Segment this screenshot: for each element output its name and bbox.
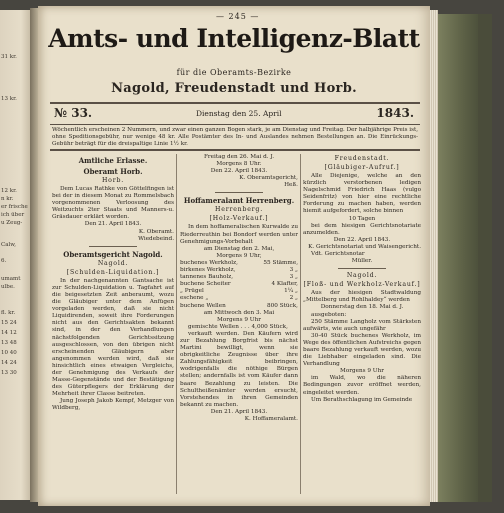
article-signature: K. Gerichtsnotariat und Waisengericht. [308, 243, 421, 250]
article-subtitle: [Gläubiger-Aufruf.] [324, 164, 400, 171]
article-date: am Dienstag den 2. Mai, [203, 245, 275, 252]
left-fragment: 13 kr. [1, 96, 17, 102]
article-title: Oberamtsgericht Nagold. [63, 249, 163, 259]
column-divider [176, 154, 177, 494]
left-fragment: 6. [1, 258, 7, 264]
article-body: 250 Stämme Langholz vom Stärksten aufwärts, wie auch ungefähr [303, 318, 421, 332]
article-body: ausgeboten: [311, 311, 347, 318]
masthead-districts: Nagold, Freudenstadt und Horb. [111, 81, 357, 96]
article-body: Jung Joseph Jakob Kempf, Metzger von Wildberg, [52, 398, 174, 412]
wood-row [180, 303, 298, 310]
wood-label: buchenes Werkholz, [180, 259, 238, 266]
wood-label: buchene Scheiter [180, 281, 231, 288]
wood-label: „ Prügel [180, 288, 204, 295]
article-body: bei dem hiesigen Gerichtsnotariate anzumelden. [303, 222, 421, 236]
wood-label: tannenes Bauholz, [180, 274, 234, 281]
left-fragment: Calw, [1, 242, 17, 248]
left-fragment: 12 kr. [1, 188, 17, 194]
wood-row [180, 288, 298, 295]
left-fragment: 31 kr. [1, 54, 17, 60]
left-fragment: 15 24 [1, 320, 17, 326]
article-signature: K. Oberamtsgericht, [239, 175, 298, 182]
separator [89, 246, 138, 247]
issue-date: Dienstag den 25. April [196, 109, 282, 118]
article-signature: Müller. [351, 258, 373, 265]
wood-value: 1¼ „ [284, 288, 298, 295]
article-deadline: 10 Tagen [348, 215, 376, 222]
issue-rule [50, 124, 420, 125]
article-title: Hoffameralamt Herrenberg. [183, 196, 295, 206]
article-date: Den 22. April 1843. [210, 168, 268, 175]
left-fragment: 13 48 [1, 340, 17, 346]
page-stack-edge [430, 10, 438, 502]
left-fragment: umamt [1, 276, 21, 282]
wood-row [180, 260, 298, 267]
left-fragment: u Zeug- [1, 220, 23, 226]
article-body: 30-40 Stück buchenes Werkholz, im Wege des öffentlichen Aufstreichs gegen baare Bezahlung verkauft werden, wozu die Liebhaber eingeladen sind. Die Verhandlung [303, 332, 421, 368]
column-2 [180, 154, 298, 499]
article-body: In dem hoffameralischen Kurwalde zu Riederreuthin bei Bondorf werden unter Genehmigungs-Vorbehalt [180, 224, 298, 245]
article-date: Den 21. April 1843. [84, 221, 142, 228]
article-signature: Vdt. Gerichtsnotar [311, 251, 365, 258]
wood-label: eschene „ [180, 295, 209, 302]
left-facing-page [0, 10, 30, 500]
wood-value: 3 „ [289, 274, 298, 281]
article-place: Nagold. [97, 259, 129, 267]
left-fragment: n kr. [1, 196, 14, 202]
column-divider [300, 154, 301, 494]
wood-row [180, 295, 298, 302]
article-line: gemischte Wellen . . . 4,000 Stück, [188, 323, 288, 330]
wood-label: buchene Wellen [180, 302, 226, 309]
article-subtitle: [Holz-Verkauf.] [209, 215, 269, 223]
article-place: Freudenstadt. [334, 155, 390, 162]
masthead-title: Amts- und Intelligenz-Blatt [48, 24, 420, 53]
left-fragment: 10 40 [1, 350, 17, 356]
left-fragment: ich über [1, 212, 25, 218]
issue-row [50, 106, 420, 122]
left-fragment: 13 30 [1, 370, 17, 376]
wood-row [180, 274, 298, 281]
article-date: am Mittwoch den 3. Mai [203, 309, 275, 316]
article-date: Den 21. April 1843. [210, 408, 268, 415]
article-signature: Heß. [284, 182, 298, 189]
article-body: In der nachgenannten Gantsache ist zur Schulden-Liquidation u. Tagfahrt auf die beigesetzten Zeit anberaumt, wozu die Gläubiger unter dem Anfügen vorgeladen werden, daß sie nicht Liquidirenden, soweit ihre Forderungen nicht aus den Gerichtsakten bekannt sind, in der den Verhandlungen nächstfolgenden Gerichtssitzung ausgeschlossen, von den übrigen nicht erscheinenden Gläubigern aber angenommen werden wird, daß sie hinsichtlich eines etwaigen Vergleichs, der Genehmigung des Verkaufs der Masse-Gegenstände und der Bestätigung des Güterpflegers der Erklärung der Mehrheit ihrer Classe beitreten. [52, 277, 174, 398]
article-date: Den 22. April 1843. [333, 236, 391, 243]
header-rule [50, 102, 420, 104]
article-subtitle: [Schulden-Liquidation.] [66, 268, 160, 276]
left-fragment: 14 12 [1, 330, 17, 336]
article-title: Oberamt Horb. [83, 167, 143, 176]
left-fragment: 14 24 [1, 360, 17, 366]
wood-value: 800 Stück, [267, 302, 298, 309]
notice-rule [50, 149, 420, 151]
wood-value: 55 Stämme, [263, 259, 298, 266]
article-date: Donnerstag den 18. Mai d. J. [320, 304, 404, 311]
left-fragment: er frische [1, 204, 28, 210]
wood-row [180, 281, 298, 288]
wood-row [180, 267, 298, 274]
column-3 [303, 154, 421, 499]
left-fragment: fl. kr. [1, 310, 16, 316]
article-place: Herrenberg. [215, 206, 263, 214]
wood-value: 3 „ [289, 267, 298, 274]
column-1 [52, 154, 174, 499]
left-fragment: ulbe. [1, 284, 15, 290]
article-body: Aus der hiesigen Stadtwaldung „Mittelberg und Rohlhaldey“ werden [303, 290, 421, 304]
article-body: im Wald, wo die näheren Bedingungen zuvor eröffnet werden, eingeleitet werden. [303, 375, 421, 396]
page-number: — 245 — [216, 12, 260, 21]
issue-year: 1843. [376, 106, 414, 120]
book-cover-edge [478, 14, 492, 502]
separator [215, 192, 262, 193]
article-date: Freitag den 26. Mai d. J. [203, 154, 275, 160]
article-time: Morgens 9 Uhr [340, 368, 384, 375]
article-body: Alle Diejenige, welche an den kürzlich verstorbenen ledigen Nagelschmid Friedrich Haas (vulgo Seidenfritz) von hier eine rechtliche Forderung zu machen haben, werden hiemit aufgefordert, solche binnen [303, 173, 421, 215]
section-heading: Amtliche Erlasse. [78, 156, 148, 165]
article-body: verkauft werden. Den Käufern wird zur Bezahlung Borgfrist bis nächst Martini bewilligt, wenn sie obrigkeitliche Zeugnisse über ihre Zahlungsfähigkeit beibringen, wodrigenfalls die nöthige Bürgen stellen; andernfalls ist vom Käufer dann baare Bezahlung zu leisten. Die Schultheißenämter werden ersucht, Vorstehendes in ihren Gemeinden bekannt zu machen. [180, 330, 298, 408]
article-signature: K. Hoffameralamt. [244, 416, 298, 422]
article-signature: Wiedebeind. [138, 235, 174, 242]
article-time: Morgens 9 Uhr [217, 316, 261, 323]
book-cover [438, 14, 478, 502]
wood-value: 4 Klafter, [271, 281, 298, 288]
article-body: Dem Lucas Rathke von Göttelfingen ist bei der in diesem Monat zu Rommelsbach vorgenommenen Verloosung des Weitzuchts 2ter Staats und Manners-u. Gräsdauer erklärt worden. [52, 186, 174, 221]
article-time: Morgens 8 Uhr. [216, 161, 262, 168]
wood-value: 2 „ [289, 295, 298, 302]
article-body: Um Berathschlagung im Gemeinde [311, 396, 413, 403]
article-time: Morgens 9 Uhr, [216, 252, 262, 259]
article-subtitle: [Floß- und Werkholz-Verkauf.] [303, 281, 421, 289]
article-signature: K. Oberamt. [138, 228, 174, 235]
separator [338, 268, 385, 269]
book-gutter [30, 8, 38, 502]
newspaper-page [38, 6, 430, 506]
wood-label: birkenes Werkholz, [180, 267, 236, 274]
issue-number: № 33. [54, 106, 93, 120]
subscription-notice: Wöchentlich erscheinen 2 Nummern, und zwar einen ganzen Bogen stark, je am Dienstag und Freitag. Der halbjährige Preis ist, ohne Speditionsgebühr, nur wenige 48 kr. Alle Postämter des In- und Auslandes nehmen Bestellungen an. Die Einrückungs-Gebühr beträgt für die dreispaltige Linie 1½ kr. [52, 127, 418, 147]
article-place: Horb. [101, 177, 124, 184]
wood-list [180, 260, 298, 310]
article-place: Nagold. [346, 272, 378, 280]
masthead-subtitle: für die Oberamts-Bezirke [176, 68, 292, 77]
